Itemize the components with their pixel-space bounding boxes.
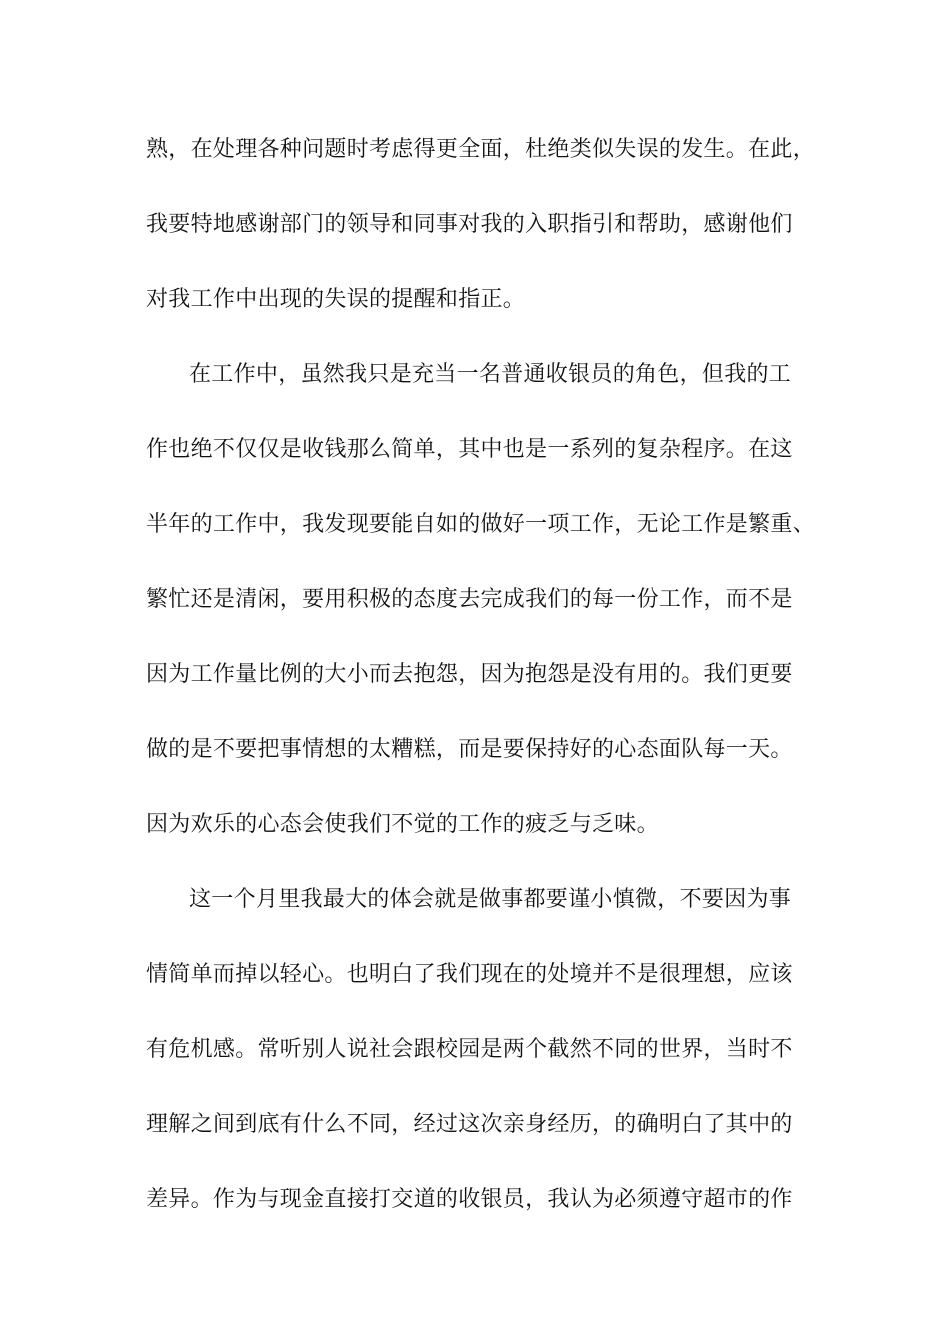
text-line: 半年的工作中，我发现要能自如的做好一项工作，无论工作是繁重、 bbox=[146, 512, 816, 537]
text-line: 繁忙还是清闲，要用积极的态度去完成我们的每一份工作，而不是 bbox=[146, 587, 793, 612]
text-line: 熟，在处理各种问题时考虑得更全面，杜绝类似失误的发生。在此， bbox=[146, 137, 816, 162]
text-line: 情简单而掉以轻心。也明白了我们现在的处境并不是很理想，应该 bbox=[146, 962, 793, 987]
text-line: 因为工作量比例的大小而去抱怨，因为抱怨是没有用的。我们更要 bbox=[146, 662, 793, 687]
paragraph-first-line: 在工作中，虽然我只是充当一名普通收银员的角色，但我的工 bbox=[189, 362, 792, 387]
text-line: 对我工作中出现的失误的提醒和指正。 bbox=[146, 287, 526, 312]
text-line: 因为欢乐的心态会使我们不觉的工作的疲乏与乏味。 bbox=[146, 812, 659, 837]
text-line: 做的是不要把事情想的太糟糕，而是要保持好的心态面队每一天。 bbox=[146, 737, 793, 762]
text-line: 有危机感。常听别人说社会跟校园是两个截然不同的世界，当时不 bbox=[146, 1037, 793, 1062]
paragraph-first-line: 这一个月里我最大的体会就是做事都要谨小慎微，不要因为事 bbox=[189, 887, 792, 912]
text-line: 我要特地感谢部门的领导和同事对我的入职指引和帮助，感谢他们 bbox=[146, 212, 793, 237]
text-line: 作也绝不仅仅是收钱那么简单，其中也是一系列的复杂程序。在这 bbox=[146, 437, 793, 462]
text-line: 差异。作为与现金直接打交道的收银员，我认为必须遵守超市的作 bbox=[146, 1187, 793, 1212]
text-line: 理解之间到底有什么不同，经过这次亲身经历，的确明白了其中的 bbox=[146, 1112, 793, 1137]
